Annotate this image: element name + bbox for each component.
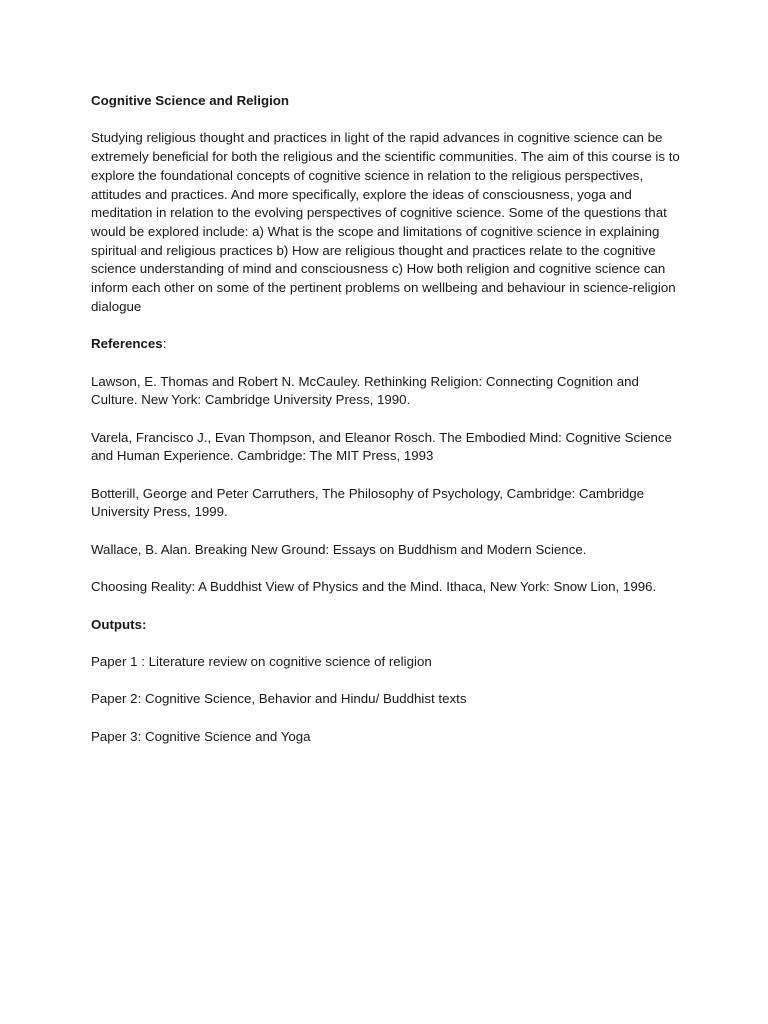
- references-heading-colon: :: [162, 336, 167, 352]
- abstract-paragraph: Studying religious thought and practices in light of the rapid advances in cognitive science can be extremely beneficial for both the religious and the scientific communities. The aim of this course is to explore the foundational concepts of cognitive science in relation to the religious perspectives, attitudes and practices. And more specifically, explore the ideas of consciousness, yoga and meditation in relation to the evolving perspectives of cognitive science. Some of the questions that would be explored include: a) What is the scope and limitations of cognitive science in explaining spiritual and religious practices b) How are religious thought and practices relate to the cognitive science understanding of mind and consciousness c) How both religion and cognitive science can inform each other on some of the pertinent problems on wellbeing and behaviour in science-religion dialogue: [91, 130, 680, 314]
- document-body: [91, 92, 681, 765]
- output-item: Paper 2: Cognitive Science, Behavior and Hindu/ Buddhist texts: [91, 691, 467, 707]
- document-title: Cognitive Science and Religion: [91, 93, 290, 108]
- reference-item: Botterill, George and Peter Carruthers, The Philosophy of Psychology, Cambridge: Cambridge University Press, 1999.: [91, 485, 645, 520]
- output-item: Paper 3: Cognitive Science and Yoga: [91, 728, 311, 744]
- outputs-heading: Outputs:: [91, 616, 147, 632]
- references-heading-label: References: [91, 336, 163, 352]
- reference-item: Varela, Francisco J., Evan Thompson, and Eleanor Rosch. The Embodied Mind: Cognitive Science and Human Experience. Cambridge: The MIT Press, 1993: [91, 429, 672, 464]
- output-item: Paper 1 : Literature review on cognitive science of religion: [91, 653, 432, 669]
- reference-item: Wallace, B. Alan. Breaking New Ground: Essays on Buddhism and Modern Science.: [91, 541, 587, 557]
- references-heading: [91, 335, 681, 354]
- reference-item: Lawson, E. Thomas and Robert N. McCauley. Rethinking Religion: Connecting Cognition and Culture. New York: Cambridge University Press, 1990.: [91, 373, 639, 408]
- reference-item: Choosing Reality: A Buddhist View of Physics and the Mind. Ithaca, New York: Snow Lion, 1996.: [91, 579, 657, 595]
